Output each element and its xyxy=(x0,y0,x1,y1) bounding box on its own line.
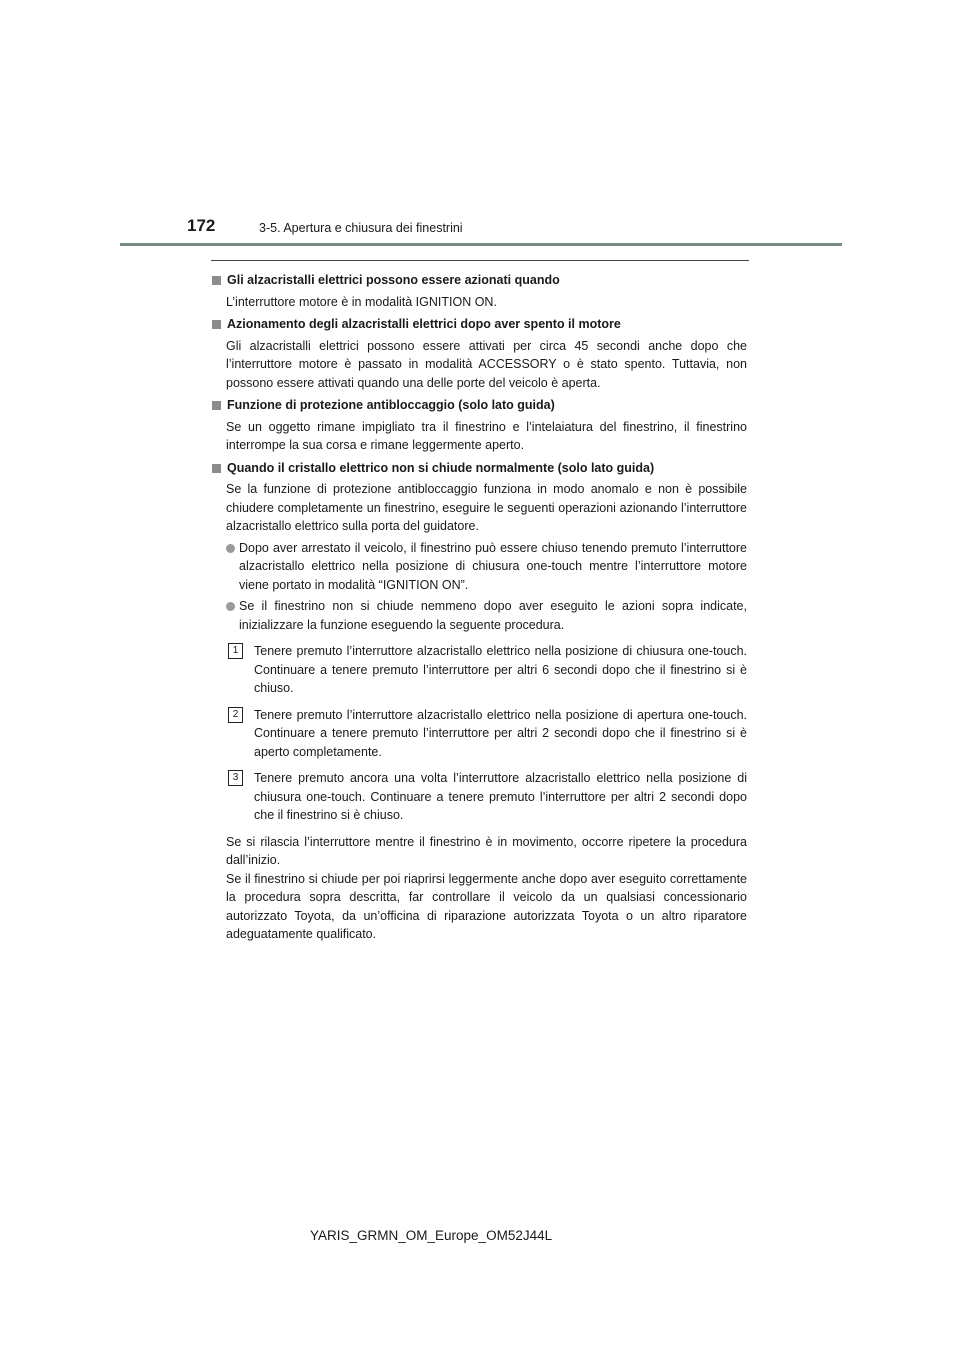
closing-notes xyxy=(211,833,747,944)
section-text: Se la funzione di protezione antibloccaggio funziona in modo anomalo e non è possibile chiudere completamente un finestrino, eseguire le seguenti operazioni azionando l’interruttore alzacristallo elettrico sulla porta del guidatore. xyxy=(226,482,747,533)
section-text: Gli alzacristalli elettrici possono essere attivati per circa 45 secondi anche dopo che l’interruttore motore è passato in modalità ACCESSORY o è stato spento. Tuttavia, non possono essere attivati quando una delle porte del veicolo è aperta. xyxy=(226,338,747,390)
heading-text: Azionamento degli alzacristalli elettrici dopo aver spento il motore xyxy=(227,317,621,331)
circle-bullet-icon xyxy=(226,602,235,611)
procedure-step xyxy=(211,706,747,762)
closing-paragraph: Se il finestrino si chiude per poi riaprirsi leggermente anche dopo aver eseguito correttamente la procedura sopra descritta, far controllare il veicolo da un qualsiasi concessionario autorizzato Toyota, da un’officina di riparazione autorizzata Toyota o un altro riparatore adeguatamente qualificato. xyxy=(226,871,747,941)
document-code: YARIS_GRMN_OM_Europe_OM52J44L xyxy=(310,1228,553,1243)
step-text: Tenere premuto l’interruttore alzacristallo elettrico nella posizione di chiusura one-touch. Continuare a tenere premuto l’interruttore per altri 6 secondi dopo che il finestrino si è chiuso. xyxy=(254,644,747,695)
main-content xyxy=(211,267,747,944)
section-divider xyxy=(211,260,749,261)
section-title: 3-5. Apertura e chiusura dei finestrini xyxy=(259,221,463,235)
bullet-item xyxy=(211,597,747,634)
section-heading xyxy=(211,396,747,415)
square-bullet-icon xyxy=(212,276,221,285)
bullet-item xyxy=(211,539,747,595)
procedure-step xyxy=(211,769,747,825)
heading-text: Funzione di protezione antibloccaggio (solo lato guida) xyxy=(227,398,555,412)
page-number: 172 xyxy=(187,216,216,235)
step-text: Tenere premuto l’interruttore alzacristallo elettrico nella posizione di apertura one-touch. Continuare a tenere premuto l’interruttore per altri 2 secondi dopo che il finestrino si è aperto completamente. xyxy=(254,707,747,759)
heading-text: Quando il cristallo elettrico non si chiude normalmente (solo lato guida) xyxy=(227,460,655,475)
section-heading xyxy=(211,271,747,290)
section-heading xyxy=(211,459,747,478)
step-number-badge: 3 xyxy=(228,770,243,786)
circle-bullet-icon xyxy=(226,544,235,553)
square-bullet-icon xyxy=(212,401,221,410)
header-divider xyxy=(120,243,842,246)
bullet-text: Dopo aver arrestato il veicolo, il finestrino può essere chiuso tenendo premuto l’interruttore alzacristallo elettrico nella posizione di chiusura one-touch mentre l’interruttore motore viene portato in modalità “IGNITION ON”. xyxy=(239,540,747,592)
closing-paragraph: Se si rilascia l’interruttore mentre il finestrino è in movimento, occorre ripetere la procedura dall’inizio. xyxy=(226,834,747,867)
square-bullet-icon xyxy=(212,464,221,473)
square-bullet-icon xyxy=(212,320,221,329)
step-text: Tenere premuto ancora una volta l’interruttore alzacristallo elettrico nella posizione di chiusura one-touch. Continuare a tenere premuto l’interruttore per altri 2 secondi dopo che il finestrino si è chiuso. xyxy=(254,771,747,822)
step-number-badge: 2 xyxy=(228,707,243,723)
section-text: L’interruttore motore è in modalità IGNITION ON. xyxy=(226,294,497,309)
procedure-step xyxy=(211,642,747,698)
step-number-badge: 1 xyxy=(228,643,243,659)
section-heading xyxy=(211,315,747,334)
bullet-text: Se il finestrino non si chiude nemmeno dopo aver eseguito le azioni sopra indicate, inizializzare la funzione eseguendo la seguente procedura. xyxy=(239,599,747,632)
heading-text: Gli alzacristalli elettrici possono essere azionati quando xyxy=(227,273,560,287)
section-text: Se un oggetto rimane impigliato tra il finestrino e l’intelaiatura del finestrino, il finestrino interrompe la sua corsa e rimane leggermente aperto. xyxy=(226,419,747,452)
